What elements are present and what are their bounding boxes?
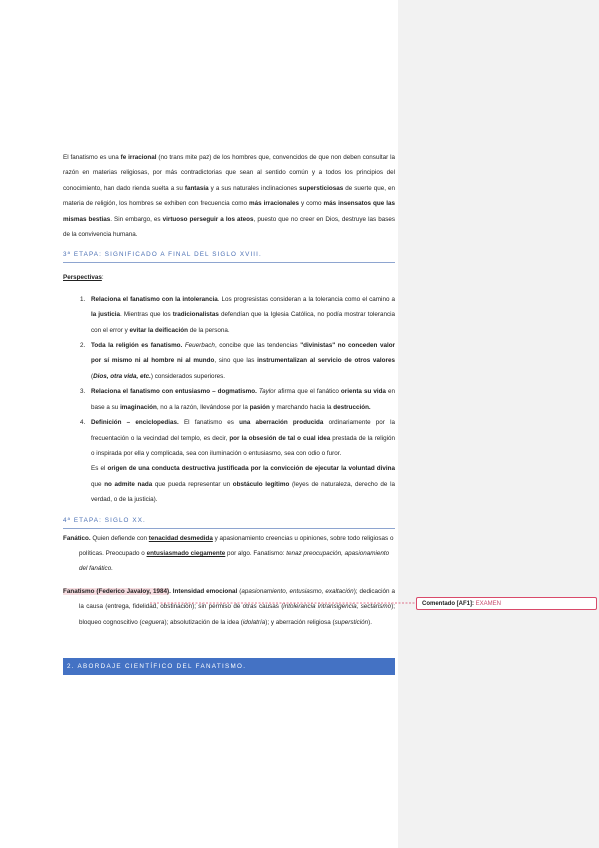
text-run: ). bbox=[368, 618, 373, 626]
text-run-italic: intolerancia intransigencia, sectarismo bbox=[283, 603, 392, 611]
text-run: que pueda representar un bbox=[152, 480, 233, 488]
text-run-bold: fantasía bbox=[184, 184, 209, 192]
text-run: ( bbox=[237, 587, 242, 595]
comment-text: EXAMEN bbox=[474, 601, 502, 607]
text-run-bold: una aberración producida bbox=[239, 419, 324, 427]
text-run: . Sin embargo, es bbox=[110, 215, 163, 223]
text-run: , sino que las bbox=[214, 357, 258, 365]
text-run: afirma que el fanático bbox=[275, 388, 341, 396]
text-run-italic: idolatría bbox=[242, 618, 266, 626]
text-run: y marchando hacia la bbox=[269, 403, 334, 411]
text-run-bold: Fanático. bbox=[63, 534, 91, 542]
text-run-bold: origen de una conducta destructiva justificada por la convicción de ejecutar la voluntad divina bbox=[107, 465, 395, 473]
text-run-italic: apasionamiento, entusiasmo, exaltación bbox=[241, 587, 354, 595]
text-run-bold: por la obsesión de tal o cual idea bbox=[229, 434, 331, 442]
text-run: en base a su bbox=[91, 388, 395, 411]
text-run-bold: . Intensidad emocional bbox=[169, 587, 238, 595]
text-run: prestada de la religión o inspirada por ella y complicada, sea con iluminación o entusiasmo, sea con odio o furor. bbox=[91, 434, 395, 457]
comment-author: Comentado [AF1]: bbox=[422, 601, 474, 607]
text-run: Quien defiende con bbox=[90, 534, 149, 542]
text-run-italic: tenaz preocupación, apasionamiento del fanático. bbox=[79, 549, 390, 573]
text-run-bold: imaginación bbox=[120, 403, 157, 411]
text-run-bold: fe irracional bbox=[120, 154, 157, 161]
text-run-bold: instrumentalizan al servicio de otros valores bbox=[257, 357, 395, 365]
text-run: ordinariamente por la frecuentación o la vecindad del templo, es decir, bbox=[91, 419, 395, 442]
text-run-underline: entusiasmado ciegamente bbox=[146, 549, 226, 557]
text-run-bold: no admite nada bbox=[104, 480, 153, 488]
text-run: y a sus naturales inclinaciones bbox=[208, 184, 300, 192]
text-run-bold: la justicia bbox=[91, 311, 121, 319]
text-run-bold-italic: Dios, otra vida, etc. bbox=[93, 372, 151, 380]
text-run-bold: pasión bbox=[249, 403, 270, 411]
text-run-bold: Definición – enciclopedias. bbox=[91, 419, 179, 427]
text-run-bold: orienta su vida bbox=[340, 388, 386, 396]
text-run-bold: Relaciona el fanatismo con entusiasmo – dogmatismo. bbox=[91, 388, 257, 396]
text-run-bold: Toda la religión es fanatismo. bbox=[91, 342, 183, 350]
text-run-italic: superstición bbox=[334, 618, 369, 626]
text-run: . Los progresistas consideran a la tolerancia como el camino a bbox=[217, 295, 395, 303]
perspectivas-label: Perspectivas bbox=[63, 274, 102, 282]
text-run: (leyes de naturaleza, derecho de la verdad, o de la justicia). bbox=[91, 480, 395, 504]
text-run: : bbox=[101, 274, 104, 282]
text-run: , no a la razón, llevándose por la bbox=[156, 403, 250, 411]
text-run-bold: "divinistas" no conceden valor por sí mismo ni al hombre ni al mundo bbox=[91, 342, 396, 365]
comment-balloon[interactable] bbox=[416, 597, 597, 610]
text-run-italic: Feuerbach bbox=[182, 342, 215, 350]
commented-text-highlight[interactable]: Fanatismo (Federico Javaloy, 1984) bbox=[63, 587, 170, 595]
text-run-bold: obstáculo legítimo bbox=[232, 480, 290, 488]
text-run-bold: tradicionalistas bbox=[172, 311, 219, 319]
text-run: y como bbox=[298, 200, 324, 208]
text-run: , concibe que las tendencias bbox=[214, 342, 301, 350]
section4-heading: 4ª ETAPA: SIGLO XX. bbox=[63, 516, 395, 529]
text-run: El fanatismo es bbox=[178, 419, 240, 427]
text-run: (no trans mite paz) de los hombres que, convencidos de que non deben consultar la razón en materias religiosas, por más contradictorias que sean al sentido común y a todos los principios del conocimiento, han dado rienda suelta a su bbox=[63, 154, 396, 192]
text-run: ( bbox=[91, 372, 94, 380]
text-run-bold: virtuoso perseguir a los ateos bbox=[162, 215, 254, 223]
text-run-bold: Relaciona el fanatismo con la intolerancia bbox=[91, 295, 218, 303]
text-run: ); absolutización de la idea ( bbox=[164, 618, 243, 626]
text-run-italic: Taylor bbox=[256, 388, 276, 396]
text-run: Es el bbox=[91, 465, 108, 473]
text-run: ) considerados superiores. bbox=[150, 372, 226, 380]
section3-heading: 3ª ETAPA: SIGNIFICADO A FINAL DEL SIGLO XVIII. bbox=[63, 250, 395, 263]
text-run: que bbox=[91, 480, 105, 488]
text-run-bold: más insensatos que las mismas bestias bbox=[63, 200, 395, 223]
text-run-italic: ceguera bbox=[141, 618, 165, 626]
text-run-bold: supersticiosas bbox=[299, 184, 344, 192]
text-run: ); y aberración religiosa ( bbox=[265, 618, 335, 626]
text-run-bold: más irracionales bbox=[248, 200, 299, 208]
text-run: . Mientras que los bbox=[120, 311, 173, 319]
text-run: El fanatismo es una bbox=[63, 154, 121, 161]
text-run: , puesto que no creer en Dios, destruye las bases de la convivencia humana. bbox=[63, 215, 395, 239]
text-run: de la persona. bbox=[187, 326, 230, 334]
text-run: de suerte que, en materia de religión, los hombres se exhiben con frecuencia como bbox=[63, 184, 395, 208]
text-run: ); dedicación a la causa (entrega, fidelidad, obstinación); sin permiso de otras causas ( bbox=[79, 587, 395, 611]
section-banner: 2. ABORDAJE CIENTÍFICO DEL FANATISMO. bbox=[63, 658, 395, 675]
text-run-underline: tenacidad desmedida bbox=[148, 534, 213, 542]
text-run: por algo. Fanatismo: bbox=[225, 549, 287, 557]
text-run-bold: destrucción. bbox=[333, 403, 371, 411]
text-run: defendían que la Iglesia Católica, no podía mostrar tolerancia con el error y bbox=[91, 311, 395, 334]
text-run: y apasionamiento creencias u opiniones, sobre todo religiosas o políticas. Preocupado o bbox=[79, 534, 394, 557]
text-run: ); bloqueo cognoscitivo ( bbox=[79, 603, 396, 626]
text-run-bold: evitar la deificación bbox=[129, 326, 188, 334]
